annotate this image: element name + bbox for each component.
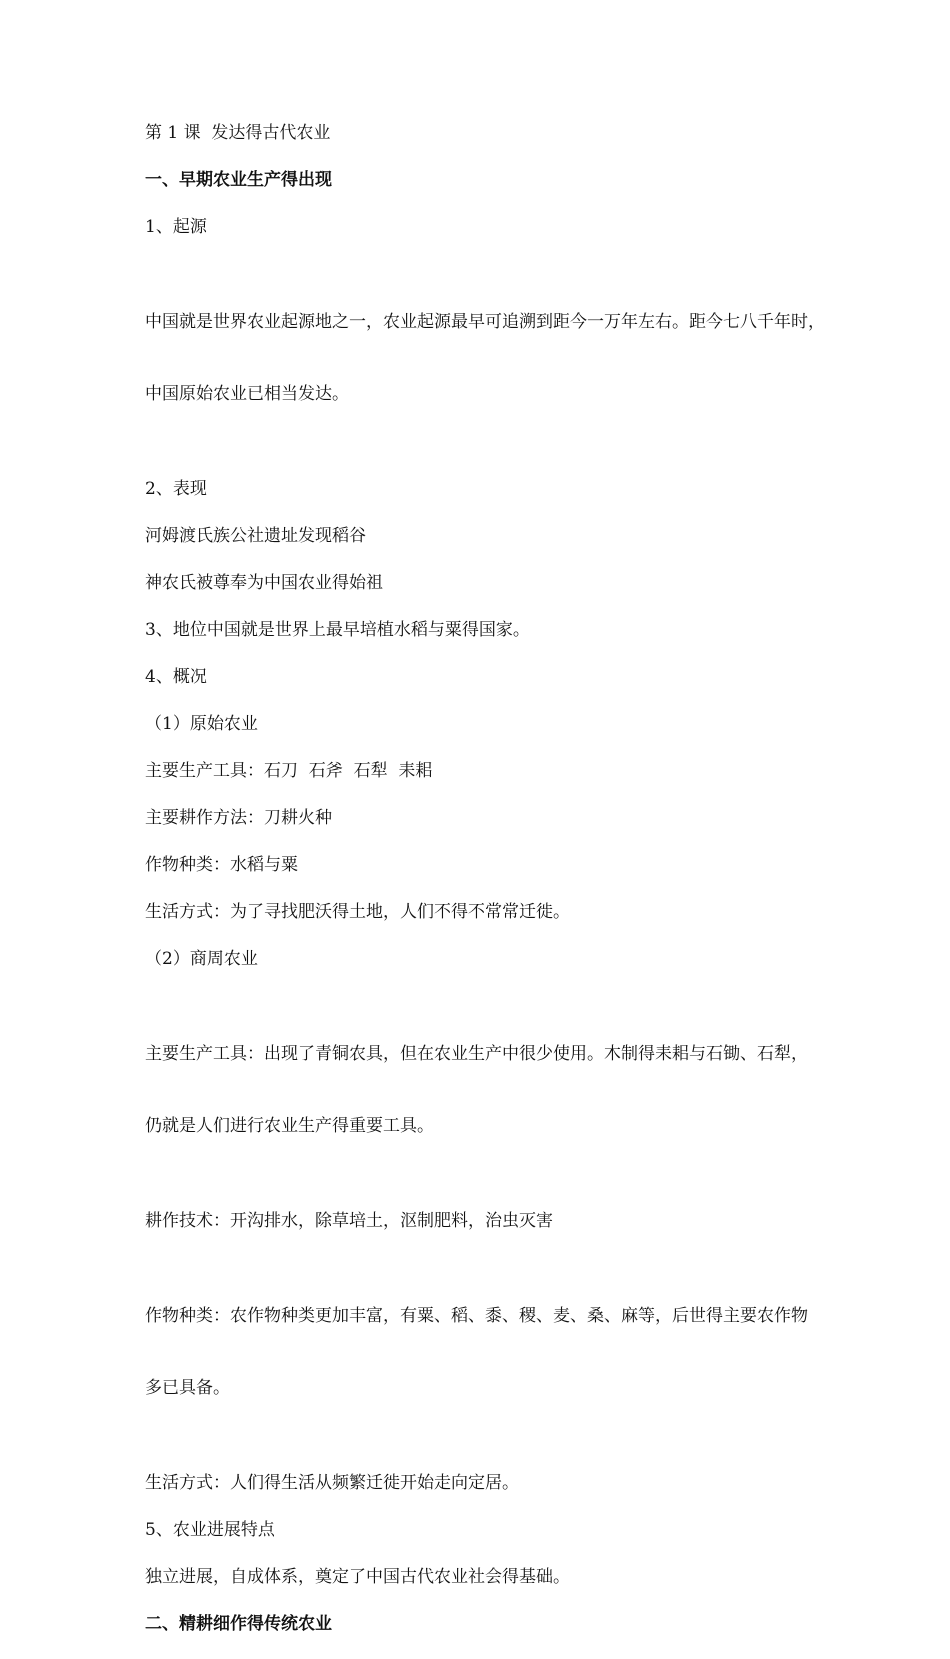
item-origin-body-line-2: 中国原始农业已相当发达。 [145,384,349,404]
primitive-lifestyle: 生活方式：为了寻找肥沃得土地，人们不得不常常迁徙。 [145,902,570,922]
item-origin-body [145,262,920,454]
shang-zhou-tools [145,994,920,1186]
shang-zhou-crops-line-1: 作物种类：农作物种类更加丰富，有粟、稻、黍、稷、麦、桑、麻等，后世得主要农作物 [145,1306,808,1326]
item-evidence-point-2: 神农氏被尊奉为中国农业得始祖 [145,573,383,593]
primitive-crops: 作物种类：水稻与粟 [145,855,298,875]
subsection-primitive-agriculture: （1）原始农业 [145,714,258,734]
item-origin-title: 1、起源 [145,217,207,237]
section-heading-intensive-farming: 二、精耕细作得传统农业 [145,1614,332,1634]
shang-zhou-lifestyle: 生活方式：人们得生活从频繁迁徙开始走向定居。 [145,1473,519,1493]
item-status: 3、地位中国就是世界上最早培植水稻与粟得国家。 [145,620,530,640]
shang-zhou-crops-line-2: 多已具备。 [145,1378,230,1398]
shang-zhou-crops [145,1256,920,1448]
document-content [145,121,920,1659]
shang-zhou-tools-line-1: 主要生产工具：出现了青铜农具，但在农业生产中很少使用。木制得耒耜与石锄、石犁， [145,1044,808,1064]
lesson-title: 第 1 课 发达得古代农业 [145,123,331,143]
shang-zhou-tools-line-2: 仍就是人们进行农业生产得重要工具。 [145,1116,434,1136]
item-characteristics-title: 5、农业进展特点 [145,1520,275,1540]
item-characteristics-body: 独立进展，自成体系，奠定了中国古代农业社会得基础。 [145,1567,570,1587]
item-origin-body-line-1: 中国就是世界农业起源地之一，农业起源最早可追溯到距今一万年左右。距今七八千年时， [145,312,825,332]
primitive-tools: 主要生产工具：石刀 石斧 石犁 耒耜 [145,761,433,781]
item-overview-title: 4、概况 [145,667,207,687]
shang-zhou-technique: 耕作技术：开沟排水，除草培土，沤制肥料，治虫灭害 [145,1211,553,1231]
section-heading-early-agriculture: 一、早期农业生产得出现 [145,170,332,190]
item-evidence-point-1: 河姆渡氏族公社遗址发现稻谷 [145,526,366,546]
item-evidence-title: 2、表现 [145,479,207,499]
primitive-method: 主要耕作方法：刀耕火种 [145,808,332,828]
subsection-shang-zhou-agriculture: （2）商周农业 [145,949,258,969]
